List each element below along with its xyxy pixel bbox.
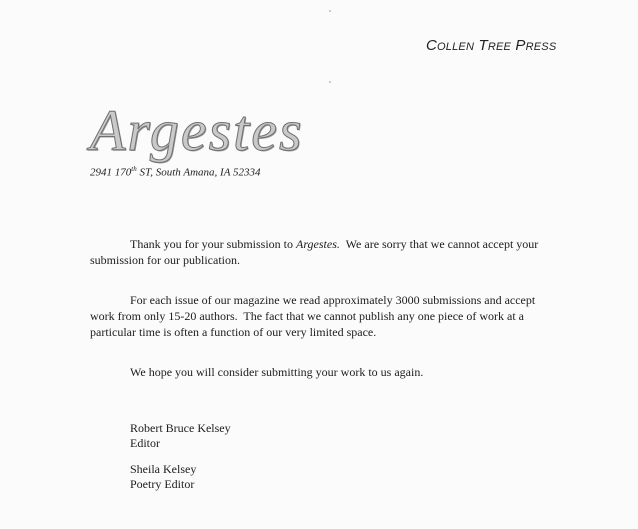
signature-name: Sheila Kelsey: [130, 462, 197, 476]
signature-block-poetry-editor: [130, 462, 196, 492]
press-name: Collen Tree Press: [426, 37, 557, 54]
paragraph-thanks-magazine-title: Argestes.: [296, 237, 340, 251]
signature-role: Editor: [130, 436, 160, 450]
letter-paragraph-volume: [90, 292, 560, 340]
paper-speck: [329, 81, 331, 83]
signature-name: Robert Bruce Kelsey: [130, 421, 231, 435]
address-rest: ST, South Amana, IA 52334: [136, 166, 261, 179]
paper-speck: [329, 10, 331, 12]
magazine-masthead: Argestes: [90, 98, 304, 163]
address-street-number: 2941 170: [90, 166, 132, 179]
paragraph-volume-text: For each issue of our magazine we read approximately 3000 submissions and accept work from only 15-20 authors. The fact that we cannot publish any one piece of work at a particular time is often a function of our very limited space.: [90, 293, 539, 339]
magazine-address: [90, 165, 260, 179]
letter-paragraph-closing: [90, 364, 560, 380]
letter-paragraph-thanks: [90, 236, 560, 268]
signature-role: Poetry Editor: [130, 477, 195, 491]
signature-block-editor: [130, 421, 231, 451]
paragraph-thanks-start: Thank you for your submission to: [130, 237, 296, 251]
paragraph-thanks-end: We are sorry that we cannot accept your submission for our publication.: [90, 237, 542, 267]
address-ordinal-suffix: th: [131, 165, 137, 173]
paragraph-closing-text: We hope you will consider submitting your work to us again.: [130, 365, 424, 379]
